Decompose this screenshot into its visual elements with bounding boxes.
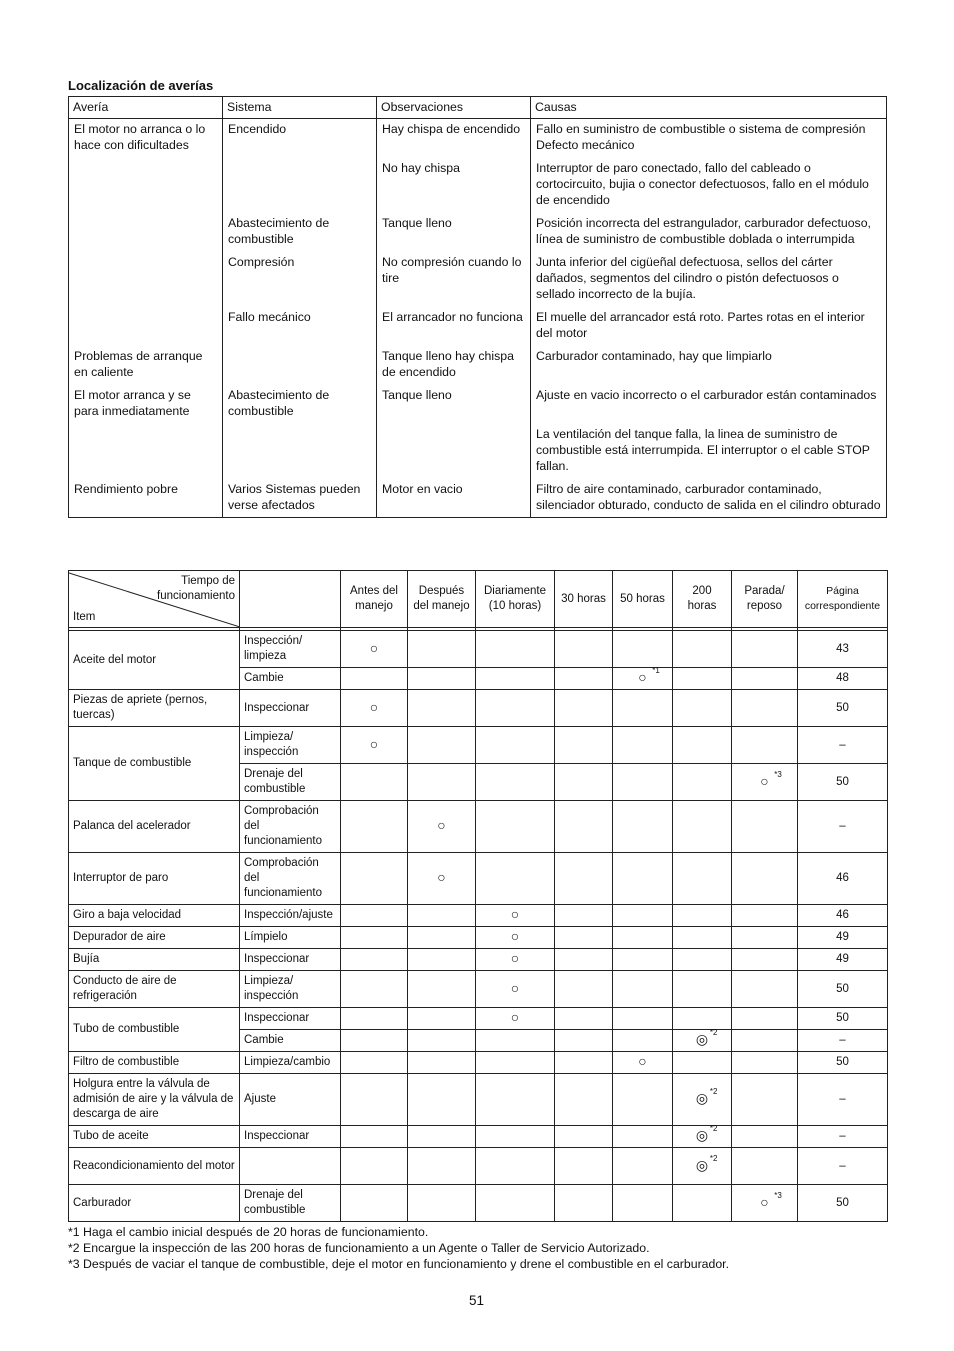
cell-observaciones: Motor en vacio — [377, 476, 531, 518]
cell-page: 50 — [798, 764, 888, 801]
cell-interval — [732, 853, 798, 905]
cell-interval — [732, 1074, 798, 1126]
cell-interval — [732, 668, 798, 690]
cell-interval — [476, 801, 555, 853]
cell-interval — [732, 1148, 798, 1185]
double-circle-mark: ◎ *2 — [695, 1087, 718, 1106]
cell-page: 50 — [798, 1052, 888, 1074]
cell-interval — [732, 1185, 798, 1222]
circle-mark: ○ — [510, 979, 520, 996]
table-row — [69, 158, 887, 210]
table-row — [69, 1126, 888, 1148]
page-number: 51 — [469, 1293, 485, 1308]
cell-averia — [69, 421, 223, 476]
cell-interval — [613, 927, 673, 949]
header-averia: Avería — [69, 97, 223, 119]
cell-action: Inspeccionar — [240, 949, 341, 971]
cell-interval — [673, 1126, 732, 1148]
cell-interval — [555, 853, 613, 905]
cell-page: 50 — [798, 1185, 888, 1222]
corner-header — [69, 571, 240, 628]
cell-item: Carburador — [69, 1185, 240, 1222]
corner-bottom-label: Item — [73, 611, 96, 623]
cell-sistema: Encendido — [223, 119, 377, 158]
cell-sistema: Abastecimiento de combustible — [223, 210, 377, 249]
table-row — [69, 1148, 888, 1185]
cell-page: – — [798, 801, 888, 853]
table-row — [69, 690, 888, 727]
cell-interval — [613, 1126, 673, 1148]
cell-interval — [673, 764, 732, 801]
cell-interval — [476, 1185, 555, 1222]
cell-averia — [69, 249, 223, 304]
cell-page: 48 — [798, 668, 888, 690]
cell-item: Giro a baja velocidad — [69, 905, 240, 927]
cell-action: Inspeccionar — [240, 1126, 341, 1148]
cell-observaciones: Tanque lleno — [377, 382, 531, 421]
double-circle-mark: ◎ *2 — [695, 1153, 718, 1173]
footnote-3: *3 Después de vaciar el tanque de combustible, deje el motor en funcionamiento y drene el combustible en el carburador. — [68, 1257, 730, 1271]
cell-interval — [555, 690, 613, 727]
cell-interval — [341, 853, 408, 905]
cell-interval — [341, 690, 408, 727]
cell-interval — [732, 690, 798, 727]
cell-causas: Ajuste en vacio incorrecto o el carburador están contaminados — [531, 382, 887, 421]
cell-averia: Rendimiento pobre — [69, 476, 223, 518]
cell-action: Cambie — [240, 668, 341, 690]
header-200h: 200 horas — [673, 571, 732, 628]
header-30h: 30 horas — [555, 571, 613, 628]
cell-interval — [673, 668, 732, 690]
cell-item: Filtro de combustible — [69, 1052, 240, 1074]
header-pagina: Página correspondiente — [798, 571, 888, 628]
footnote-ref: *3 — [774, 769, 782, 779]
cell-interval — [555, 927, 613, 949]
cell-interval — [673, 971, 732, 1008]
cell-interval — [613, 905, 673, 927]
cell-interval — [673, 801, 732, 853]
cell-interval — [732, 727, 798, 764]
cell-interval — [341, 1126, 408, 1148]
table-row — [69, 382, 887, 421]
cell-interval — [613, 690, 673, 727]
cell-interval — [341, 668, 408, 690]
cell-item: Tubo de aceite — [69, 1126, 240, 1148]
cell-item: Palanca del acelerador — [69, 801, 240, 853]
cell-interval — [341, 1185, 408, 1222]
circle-mark: ○ — [369, 639, 379, 656]
cell-interval — [408, 801, 476, 853]
circle-mark: ○ *3 — [760, 1190, 782, 1210]
cell-action: Limpieza/ inspección — [240, 971, 341, 1008]
cell-action — [240, 1148, 341, 1185]
cell-interval — [476, 668, 555, 690]
cell-interval — [476, 690, 555, 727]
cell-page: 50 — [798, 971, 888, 1008]
header-sistema: Sistema — [223, 97, 377, 119]
cell-sistema: Compresión — [223, 249, 377, 304]
cell-item: Reacondicionamiento del motor — [69, 1148, 240, 1185]
cell-interval — [476, 1126, 555, 1148]
circle-mark: ○ — [369, 698, 379, 715]
cell-interval — [341, 727, 408, 764]
cell-page: – — [798, 1074, 888, 1126]
cell-observaciones: Tanque lleno hay chispa de encendido — [377, 343, 531, 382]
cell-observaciones: No compresión cuando lo tire — [377, 249, 531, 304]
cell-observaciones: Hay chispa de encendido — [377, 119, 531, 158]
cell-interval — [555, 1008, 613, 1030]
maintenance-body — [69, 628, 888, 1222]
cell-interval — [408, 927, 476, 949]
header-observaciones: Observaciones — [377, 97, 531, 119]
table-row — [69, 1008, 888, 1030]
header-despues: Después del manejo — [408, 571, 476, 628]
cell-action: Limpieza/ inspección — [240, 727, 341, 764]
cell-interval — [476, 1074, 555, 1126]
cell-interval — [732, 1052, 798, 1074]
cell-averia: Problemas de arranque en caliente — [69, 343, 223, 382]
cell-interval — [673, 1052, 732, 1074]
cell-interval — [408, 1008, 476, 1030]
cell-sistema: Fallo mecánico — [223, 304, 377, 343]
footnotes — [68, 1224, 729, 1272]
table-row — [69, 1185, 888, 1222]
cell-interval — [673, 1030, 732, 1052]
circle-mark: ○ *1 — [638, 666, 660, 685]
cell-item: Aceite del motor — [69, 631, 240, 690]
cell-causas: Junta inferior del cigüeñal defectuosa, sellos del cárter dañados, segmentos del cilindro o pistón defectuosos o sellado incorrecto de la bujía. — [531, 249, 887, 304]
cell-item: Bujía — [69, 949, 240, 971]
cell-item: Tanque de combustible — [69, 727, 240, 801]
double-circle-mark: ◎ *2 — [695, 1124, 718, 1143]
table-row — [69, 949, 888, 971]
cell-interval — [673, 1074, 732, 1126]
cell-observaciones: Tanque lleno — [377, 210, 531, 249]
footnote-ref: *3 — [774, 1190, 782, 1200]
cell-sistema — [223, 421, 377, 476]
cell-interval — [732, 927, 798, 949]
cell-interval — [732, 971, 798, 1008]
cell-causas: Filtro de aire contaminado, carburador contaminado, silenciador obturado, conducto de salida en el cilindro obturado — [531, 476, 887, 518]
table-row — [69, 304, 887, 343]
circle-mark: ○ — [510, 928, 520, 944]
cell-averia: El motor no arranca o lo hace con dificultades — [69, 119, 223, 158]
cell-interval — [613, 1008, 673, 1030]
cell-action: Cambie — [240, 1030, 341, 1052]
cell-interval — [555, 905, 613, 927]
maintenance-header-row — [69, 571, 888, 628]
cell-interval — [408, 1030, 476, 1052]
cell-interval — [555, 1030, 613, 1052]
section-title: Localización de averías — [68, 78, 214, 93]
cell-page: – — [798, 1126, 888, 1148]
header-50h: 50 horas — [613, 571, 673, 628]
table-row — [69, 476, 887, 518]
circle-mark: ○ — [510, 906, 520, 922]
cell-action: Drenaje del combustible — [240, 1185, 341, 1222]
cell-interval — [408, 905, 476, 927]
table-row — [69, 1074, 888, 1126]
cell-page: 49 — [798, 949, 888, 971]
cell-interval — [408, 1148, 476, 1185]
cell-interval — [673, 727, 732, 764]
cell-page: 49 — [798, 927, 888, 949]
table-row — [69, 249, 887, 304]
cell-causas: La ventilación del tanque falla, la linea de suministro de combustible está interrumpida. El interruptor o el cable STOP fallan. — [531, 421, 887, 476]
cell-action: Ajuste — [240, 1074, 341, 1126]
circle-mark: ○ — [510, 1009, 520, 1025]
table-row — [69, 631, 888, 668]
cell-sistema — [223, 343, 377, 382]
cell-interval — [341, 949, 408, 971]
cell-interval — [408, 668, 476, 690]
cell-interval — [341, 905, 408, 927]
cell-interval — [613, 1052, 673, 1074]
maintenance-table — [68, 570, 888, 1222]
table-row — [69, 853, 888, 905]
cell-interval — [408, 1074, 476, 1126]
cell-interval — [476, 727, 555, 764]
cell-interval — [341, 764, 408, 801]
cell-interval — [732, 1008, 798, 1030]
cell-interval — [732, 905, 798, 927]
cell-interval — [673, 631, 732, 668]
cell-interval — [555, 971, 613, 1008]
cell-interval — [673, 853, 732, 905]
circle-mark: ○ — [510, 950, 520, 966]
cell-interval — [341, 1030, 408, 1052]
cell-page: – — [798, 1148, 888, 1185]
cell-action: Comprobación del funcionamiento — [240, 853, 341, 905]
footnote-ref: *2 — [709, 1028, 718, 1037]
cell-causas: Interruptor de paro conectado, fallo del cableado o cortocircuito, bujia o conector defectuosos, fallo en el módulo de encendido — [531, 158, 887, 210]
cell-interval — [408, 949, 476, 971]
cell-interval — [408, 764, 476, 801]
cell-interval — [476, 905, 555, 927]
cell-interval — [732, 949, 798, 971]
cell-interval — [476, 1148, 555, 1185]
cell-page: 46 — [798, 905, 888, 927]
cell-interval — [555, 949, 613, 971]
cell-interval — [341, 631, 408, 668]
cell-interval — [408, 853, 476, 905]
cell-interval — [673, 690, 732, 727]
cell-interval — [613, 949, 673, 971]
cell-sistema: Varios Sistemas pueden verse afectados — [223, 476, 377, 518]
cell-observaciones: El arrancador no funciona — [377, 304, 531, 343]
cell-causas: Posición incorrecta del estrangulador, carburador defectuoso, línea de suministro de combustible doblada o interrumpida — [531, 210, 887, 249]
cell-action: Limpieza/cambio — [240, 1052, 341, 1074]
table-row — [69, 727, 888, 764]
cell-interval — [613, 1185, 673, 1222]
cell-interval — [673, 1008, 732, 1030]
cell-interval — [341, 801, 408, 853]
cell-interval — [555, 727, 613, 764]
cell-interval — [476, 1030, 555, 1052]
cell-interval — [732, 801, 798, 853]
cell-interval — [341, 1148, 408, 1185]
cell-interval — [408, 1052, 476, 1074]
corner-top-label: Tiempo de funcionamiento — [157, 575, 235, 602]
cell-interval — [732, 764, 798, 801]
header-diariamente: Diariamente (10 horas) — [476, 571, 555, 628]
table-row — [69, 421, 887, 476]
cell-interval — [613, 631, 673, 668]
cell-averia — [69, 304, 223, 343]
cell-page: 50 — [798, 1008, 888, 1030]
header-antes: Antes del manejo — [341, 571, 408, 628]
header-causas: Causas — [531, 97, 887, 119]
cell-page: – — [798, 1030, 888, 1052]
cell-interval — [613, 764, 673, 801]
cell-item: Depurador de aire — [69, 927, 240, 949]
cell-action: Límpielo — [240, 927, 341, 949]
cell-interval — [408, 631, 476, 668]
cell-interval — [555, 801, 613, 853]
header-blank — [240, 571, 341, 628]
cell-interval — [613, 668, 673, 690]
circle-mark: ○ — [638, 1053, 647, 1069]
cell-interval — [555, 1074, 613, 1126]
circle-mark: ○ — [437, 817, 446, 833]
cell-interval — [476, 1052, 555, 1074]
cell-interval — [408, 727, 476, 764]
cell-interval — [341, 1008, 408, 1030]
table-row — [69, 905, 888, 927]
cell-interval — [408, 1185, 476, 1222]
cell-averia: El motor arranca y se para inmediatamente — [69, 382, 223, 421]
table-row — [69, 927, 888, 949]
cell-observaciones — [377, 421, 531, 476]
cell-interval — [476, 927, 555, 949]
cell-interval — [555, 631, 613, 668]
footnote-2: *2 Encargue la inspección de las 200 horas de funcionamiento a un Agente o Taller de Servicio Autorizado. — [68, 1241, 650, 1255]
cell-interval — [673, 905, 732, 927]
cell-interval — [341, 1052, 408, 1074]
double-circle-mark: ◎ *2 — [695, 1028, 718, 1047]
cell-interval — [613, 971, 673, 1008]
cell-interval — [341, 1074, 408, 1126]
table-row — [69, 971, 888, 1008]
cell-interval — [476, 764, 555, 801]
cell-interval — [673, 1148, 732, 1185]
footnote-ref: *2 — [709, 1087, 718, 1096]
cell-interval — [408, 690, 476, 727]
cell-page: 43 — [798, 631, 888, 668]
circle-mark: ○ *3 — [760, 769, 782, 789]
cell-item: Interruptor de paro — [69, 853, 240, 905]
cell-action: Inspeccionar — [240, 1008, 341, 1030]
cell-interval — [613, 1148, 673, 1185]
cell-action: Inspeccionar — [240, 690, 341, 727]
cell-interval — [555, 1148, 613, 1185]
cell-sistema: Abastecimiento de combustible — [223, 382, 377, 421]
cell-interval — [476, 971, 555, 1008]
footnote-1: *1 Haga el cambio inicial después de 20 horas de funcionamiento. — [68, 1225, 429, 1239]
cell-interval — [732, 1126, 798, 1148]
cell-action: Inspección/ajuste — [240, 905, 341, 927]
cell-interval — [408, 971, 476, 1008]
table-row — [69, 801, 888, 853]
cell-interval — [476, 949, 555, 971]
cell-causas: Fallo en suministro de combustible o sistema de compresión Defecto mecánico — [531, 119, 887, 158]
cell-interval — [613, 853, 673, 905]
cell-action: Inspección/ limpieza — [240, 631, 341, 668]
cell-observaciones: No hay chispa — [377, 158, 531, 210]
cell-action: Drenaje del combustible — [240, 764, 341, 801]
cell-interval — [613, 801, 673, 853]
cell-interval — [673, 927, 732, 949]
cell-interval — [732, 631, 798, 668]
cell-interval — [408, 1126, 476, 1148]
cell-interval — [555, 668, 613, 690]
cell-page: 46 — [798, 853, 888, 905]
cell-interval — [341, 927, 408, 949]
cell-interval — [555, 1052, 613, 1074]
cell-item: Tubo de combustible — [69, 1008, 240, 1052]
cell-averia — [69, 210, 223, 249]
table-row — [69, 119, 887, 158]
cell-interval — [732, 1030, 798, 1052]
cell-item: Holgura entre la válvula de admisión de aire y la válvula de descarga de aire — [69, 1074, 240, 1126]
cell-interval — [341, 971, 408, 1008]
header-parada: Parada/ reposo — [732, 571, 798, 628]
circle-mark: ○ — [369, 735, 379, 752]
cell-averia — [69, 158, 223, 210]
cell-interval — [476, 1008, 555, 1030]
cell-item: Piezas de apriete (pernos, tuercas) — [69, 690, 240, 727]
table-row — [69, 343, 887, 382]
cell-page: – — [798, 727, 888, 764]
cell-page: 50 — [798, 690, 888, 727]
cell-causas: El muelle del arrancador está roto. Partes rotas en el interior del motor — [531, 304, 887, 343]
cell-interval — [613, 1030, 673, 1052]
table-header-row — [69, 97, 887, 119]
cell-interval — [555, 1185, 613, 1222]
cell-interval — [613, 727, 673, 764]
cell-interval — [673, 1185, 732, 1222]
cell-interval — [673, 949, 732, 971]
cell-sistema — [223, 158, 377, 210]
circle-mark: ○ — [437, 869, 446, 885]
cell-interval — [476, 631, 555, 668]
footnote-ref: *1 — [652, 666, 660, 675]
table-row — [69, 1052, 888, 1074]
cell-interval — [613, 1074, 673, 1126]
cell-item: Conducto de aire de refrigeración — [69, 971, 240, 1008]
cell-interval — [555, 764, 613, 801]
table-row — [69, 210, 887, 249]
footnote-ref: *2 — [709, 1124, 718, 1133]
cell-action: Comprobación del funcionamiento — [240, 801, 341, 853]
cell-causas: Carburador contaminado, hay que limpiarlo — [531, 343, 887, 382]
cell-interval — [476, 853, 555, 905]
footnote-ref: *2 — [709, 1153, 718, 1163]
cell-interval — [555, 1126, 613, 1148]
troubleshooting-table — [68, 96, 887, 518]
